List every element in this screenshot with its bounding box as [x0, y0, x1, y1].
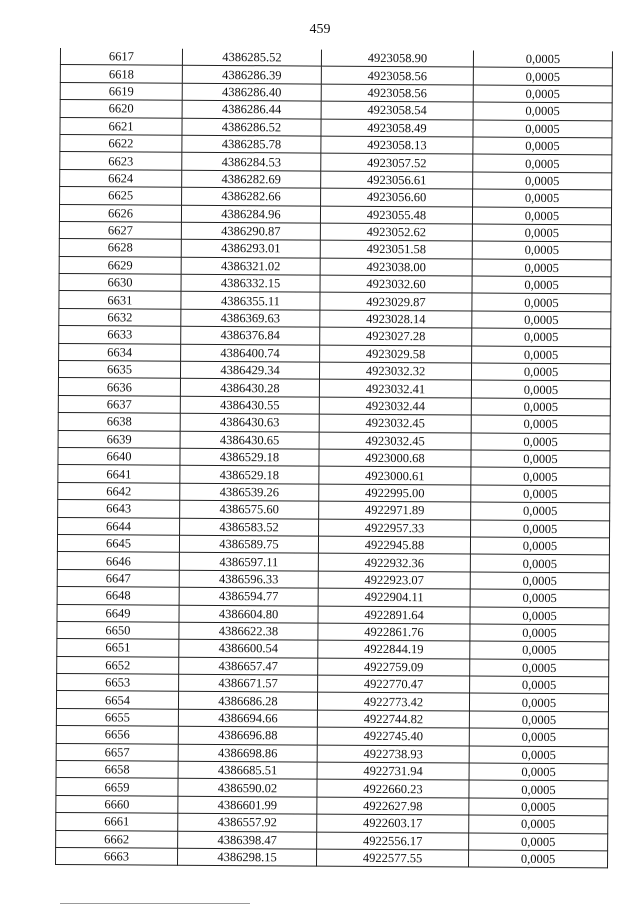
point-number-cell: 6656 [56, 726, 178, 744]
point-number-cell: 6650 [57, 621, 179, 639]
x-coordinate-cell: 4386601.99 [178, 796, 317, 814]
x-coordinate-cell: 4386429.34 [180, 361, 319, 379]
x-coordinate-cell: 4386332.15 [181, 274, 320, 292]
x-coordinate-cell: 4386282.69 [182, 170, 321, 188]
y-coordinate-cell: 4923058.56 [321, 66, 473, 84]
y-coordinate-cell: 4923057.52 [321, 153, 473, 171]
point-number-cell: 6644 [58, 517, 180, 535]
x-coordinate-cell: 4386398.47 [178, 831, 317, 849]
point-number-cell: 6630 [59, 274, 181, 292]
value-cell: 0,0005 [470, 537, 609, 555]
point-number-cell: 6649 [57, 604, 179, 622]
value-cell: 0,0005 [472, 224, 611, 242]
point-number-cell: 6662 [56, 830, 178, 848]
y-coordinate-cell: 4922759.09 [318, 658, 470, 676]
x-coordinate-cell: 4386529.18 [180, 448, 319, 466]
y-coordinate-cell: 4922773.42 [317, 693, 469, 711]
x-coordinate-cell: 4386600.54 [179, 640, 318, 658]
point-number-cell: 6636 [58, 378, 180, 396]
point-number-cell: 6639 [58, 430, 180, 448]
value-cell: 0,0005 [471, 502, 610, 520]
x-coordinate-cell: 4386583.52 [180, 518, 319, 536]
value-cell: 0,0005 [470, 607, 609, 625]
point-number-cell: 6663 [56, 847, 178, 865]
y-coordinate-cell: 4923032.45 [319, 432, 471, 450]
point-number-cell: 6641 [58, 465, 180, 483]
point-number-cell: 6627 [59, 221, 181, 239]
table-body [56, 48, 613, 868]
value-cell: 0,0005 [473, 85, 612, 103]
point-number-cell: 6660 [56, 795, 178, 813]
point-number-cell: 6646 [57, 552, 179, 570]
y-coordinate-cell: 4922660.23 [317, 779, 469, 797]
y-coordinate-cell: 4922932.36 [318, 553, 470, 571]
x-coordinate-cell: 4386430.63 [180, 413, 319, 431]
y-coordinate-cell: 4923058.54 [321, 101, 473, 119]
x-coordinate-cell: 4386430.28 [180, 379, 319, 397]
y-coordinate-cell: 4923000.61 [319, 466, 471, 484]
y-coordinate-cell: 4923032.44 [319, 397, 471, 415]
point-number-cell: 6647 [57, 569, 179, 587]
value-cell: 0,0005 [473, 137, 612, 155]
value-cell: 0,0005 [471, 485, 610, 503]
x-coordinate-cell: 4386285.78 [182, 135, 321, 153]
point-number-cell: 6622 [60, 134, 182, 152]
y-coordinate-cell: 4923058.13 [321, 136, 473, 154]
point-number-cell: 6643 [58, 500, 180, 518]
y-coordinate-cell: 4923055.48 [320, 206, 472, 224]
x-coordinate-cell: 4386430.65 [180, 431, 319, 449]
point-number-cell: 6659 [56, 778, 178, 796]
point-number-cell: 6633 [59, 326, 181, 344]
y-coordinate-cell: 4922627.98 [317, 797, 469, 815]
y-coordinate-cell: 4922556.17 [317, 832, 469, 850]
value-cell: 0,0005 [471, 450, 610, 468]
value-cell: 0,0005 [469, 711, 608, 729]
y-coordinate-cell: 4922738.93 [317, 745, 469, 763]
y-coordinate-cell: 4922603.17 [317, 814, 469, 832]
value-cell: 0,0005 [470, 554, 609, 572]
point-number-cell: 6657 [56, 743, 178, 761]
y-coordinate-cell: 4923058.90 [321, 50, 473, 68]
value-cell: 0,0005 [471, 520, 610, 538]
x-coordinate-cell: 4386696.88 [178, 726, 317, 744]
value-cell: 0,0005 [472, 346, 611, 364]
value-cell: 0,0005 [471, 363, 610, 381]
value-cell: 0,0005 [470, 589, 609, 607]
y-coordinate-cell: 4922945.88 [318, 536, 470, 554]
x-coordinate-cell: 4386376.84 [181, 326, 320, 344]
y-coordinate-cell: 4922904.11 [318, 588, 470, 606]
point-number-cell: 6617 [60, 48, 182, 66]
x-coordinate-cell: 4386596.33 [179, 570, 318, 588]
value-cell: 0,0005 [473, 189, 612, 207]
point-number-cell: 6655 [56, 708, 178, 726]
point-number-cell: 6658 [56, 761, 178, 779]
point-number-cell: 6653 [57, 674, 179, 692]
value-cell: 0,0005 [469, 693, 608, 711]
x-coordinate-cell: 4386284.53 [182, 153, 321, 171]
point-number-cell: 6628 [59, 239, 181, 257]
value-cell: 0,0005 [470, 624, 609, 642]
value-cell: 0,0005 [472, 259, 611, 277]
x-coordinate-cell: 4386298.15 [178, 848, 317, 866]
point-number-cell: 6648 [57, 587, 179, 605]
y-coordinate-cell: 4923058.49 [321, 119, 473, 137]
point-number-cell: 6624 [60, 169, 182, 187]
value-cell: 0,0005 [469, 850, 608, 868]
value-cell: 0,0005 [472, 276, 611, 294]
value-cell: 0,0005 [469, 780, 608, 798]
x-coordinate-cell: 4386594.77 [179, 587, 318, 605]
x-coordinate-cell: 4386590.02 [178, 779, 317, 797]
value-cell: 0,0005 [470, 572, 609, 590]
point-number-cell: 6635 [58, 361, 180, 379]
y-coordinate-cell: 4922995.00 [319, 484, 471, 502]
point-number-cell: 6632 [59, 308, 181, 326]
coordinates-table [55, 48, 613, 869]
page-number: 459 [309, 22, 331, 37]
x-coordinate-cell: 4386557.92 [178, 813, 317, 831]
y-coordinate-cell: 4922745.40 [317, 727, 469, 745]
y-coordinate-cell: 4923032.41 [319, 380, 471, 398]
value-cell: 0,0005 [472, 311, 611, 329]
value-cell: 0,0005 [469, 763, 608, 781]
point-number-cell: 6654 [56, 691, 178, 709]
y-coordinate-cell: 4923029.87 [320, 293, 472, 311]
point-number-cell: 6623 [60, 152, 182, 170]
value-cell: 0,0005 [470, 641, 609, 659]
x-coordinate-cell: 4386539.26 [180, 483, 319, 501]
x-coordinate-cell: 4386284.96 [181, 205, 320, 223]
y-coordinate-cell: 4923056.60 [321, 188, 473, 206]
x-coordinate-cell: 4386657.47 [179, 657, 318, 675]
value-cell: 0,0005 [472, 328, 611, 346]
point-number-cell: 6642 [58, 482, 180, 500]
value-cell: 0,0005 [473, 154, 612, 172]
point-number-cell: 6652 [57, 656, 179, 674]
x-coordinate-cell: 4386290.87 [181, 222, 320, 240]
x-coordinate-cell: 4386400.74 [181, 344, 320, 362]
point-number-cell: 6629 [59, 256, 181, 274]
x-coordinate-cell: 4386355.11 [181, 292, 320, 310]
point-number-cell: 6645 [57, 534, 179, 552]
point-number-cell: 6637 [58, 395, 180, 413]
y-coordinate-cell: 4923032.45 [319, 414, 471, 432]
y-coordinate-cell: 4923056.61 [321, 171, 473, 189]
y-coordinate-cell: 4922744.82 [317, 710, 469, 728]
y-coordinate-cell: 4922770.47 [318, 675, 470, 693]
value-cell: 0,0005 [472, 293, 611, 311]
coordinates-table-container [55, 48, 612, 869]
x-coordinate-cell: 4386286.52 [182, 118, 321, 136]
y-coordinate-cell: 4922577.55 [317, 849, 469, 867]
point-number-cell: 6640 [58, 447, 180, 465]
x-coordinate-cell: 4386686.28 [178, 692, 317, 710]
x-coordinate-cell: 4386286.40 [182, 83, 321, 101]
x-coordinate-cell: 4386604.80 [179, 605, 318, 623]
x-coordinate-cell: 4386589.75 [179, 535, 318, 553]
x-coordinate-cell: 4386321.02 [181, 257, 320, 275]
point-number-cell: 6619 [60, 82, 182, 100]
value-cell: 0,0005 [470, 659, 609, 677]
x-coordinate-cell: 4386286.44 [182, 100, 321, 118]
table-row [56, 847, 608, 868]
point-number-cell: 6625 [60, 187, 182, 205]
value-cell: 0,0005 [472, 207, 611, 225]
x-coordinate-cell: 4386694.66 [178, 709, 317, 727]
x-coordinate-cell: 4386685.51 [178, 761, 317, 779]
y-coordinate-cell: 4923032.60 [320, 275, 472, 293]
x-coordinate-cell: 4386286.39 [182, 66, 321, 84]
x-coordinate-cell: 4386430.55 [180, 396, 319, 414]
value-cell: 0,0005 [473, 172, 612, 190]
x-coordinate-cell: 4386369.63 [181, 309, 320, 327]
point-number-cell: 6661 [56, 813, 178, 831]
y-coordinate-cell: 4922957.33 [319, 519, 471, 537]
point-number-cell: 6626 [59, 204, 181, 222]
point-number-cell: 6620 [60, 100, 182, 118]
y-coordinate-cell: 4923051.58 [320, 240, 472, 258]
y-coordinate-cell: 4923000.68 [319, 449, 471, 467]
y-coordinate-cell: 4923028.14 [320, 310, 472, 328]
value-cell: 0,0005 [471, 415, 610, 433]
y-coordinate-cell: 4922861.76 [318, 623, 470, 641]
value-cell: 0,0005 [471, 467, 610, 485]
value-cell: 0,0005 [473, 120, 612, 138]
point-number-cell: 6618 [60, 65, 182, 83]
value-cell: 0,0005 [471, 380, 610, 398]
x-coordinate-cell: 4386597.11 [179, 553, 318, 571]
value-cell: 0,0005 [472, 241, 611, 259]
value-cell: 0,0005 [469, 746, 608, 764]
value-cell: 0,0005 [473, 102, 612, 120]
y-coordinate-cell: 4922923.07 [318, 571, 470, 589]
x-coordinate-cell: 4386285.52 [182, 49, 321, 67]
y-coordinate-cell: 4923052.62 [320, 223, 472, 241]
y-coordinate-cell: 4923029.58 [320, 345, 472, 363]
value-cell: 0,0005 [470, 676, 609, 694]
x-coordinate-cell: 4386575.60 [180, 500, 319, 518]
y-coordinate-cell: 4923032.32 [319, 362, 471, 380]
point-number-cell: 6651 [57, 639, 179, 657]
value-cell: 0,0005 [469, 728, 608, 746]
x-coordinate-cell: 4386622.38 [179, 622, 318, 640]
x-coordinate-cell: 4386282.66 [182, 187, 321, 205]
value-cell: 0,0005 [469, 833, 608, 851]
y-coordinate-cell: 4922844.19 [318, 640, 470, 658]
y-coordinate-cell: 4923058.56 [321, 84, 473, 102]
y-coordinate-cell: 4922891.64 [318, 606, 470, 624]
y-coordinate-cell: 4923038.00 [320, 258, 472, 276]
value-cell: 0,0005 [473, 67, 612, 85]
y-coordinate-cell: 4923027.28 [320, 327, 472, 345]
footer-rule [60, 903, 250, 904]
x-coordinate-cell: 4386529.18 [180, 466, 319, 484]
x-coordinate-cell: 4386293.01 [181, 240, 320, 258]
x-coordinate-cell: 4386671.57 [179, 674, 318, 692]
point-number-cell: 6638 [58, 413, 180, 431]
point-number-cell: 6631 [59, 291, 181, 309]
x-coordinate-cell: 4386698.86 [178, 744, 317, 762]
y-coordinate-cell: 4922731.94 [317, 762, 469, 780]
value-cell: 0,0005 [471, 398, 610, 416]
point-number-cell: 6621 [60, 117, 182, 135]
point-number-cell: 6634 [59, 343, 181, 361]
value-cell: 0,0005 [473, 51, 612, 69]
value-cell: 0,0005 [471, 433, 610, 451]
y-coordinate-cell: 4922971.89 [319, 501, 471, 519]
value-cell: 0,0005 [469, 815, 608, 833]
value-cell: 0,0005 [469, 798, 608, 816]
